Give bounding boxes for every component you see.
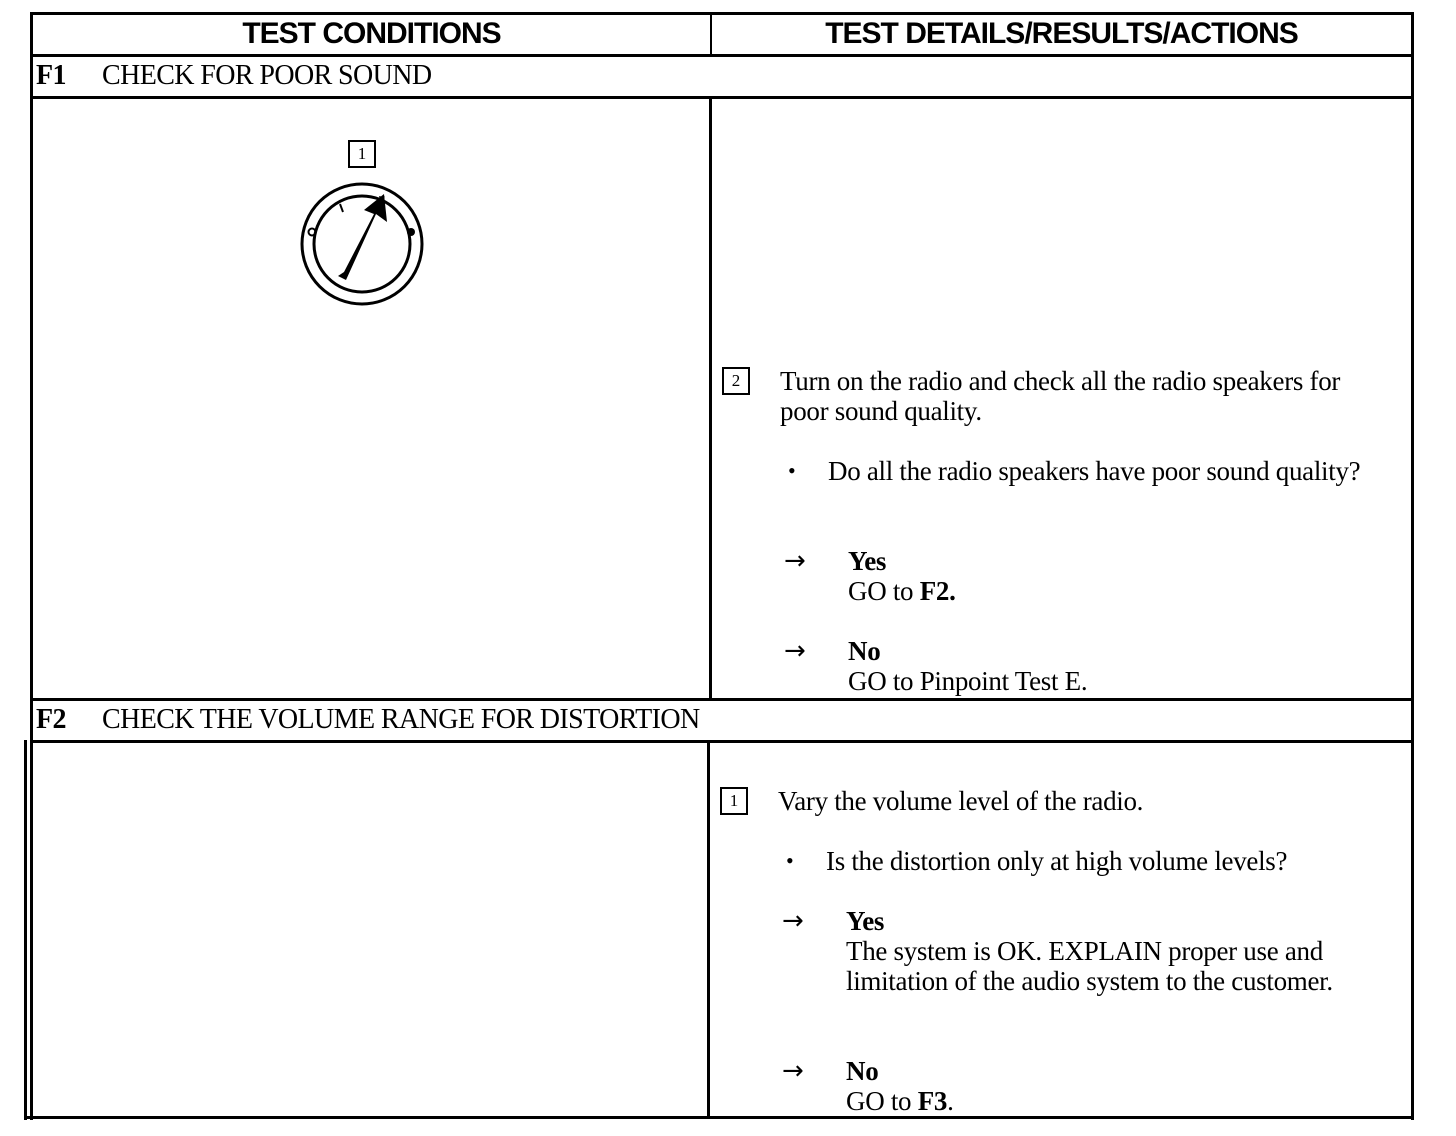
f1-instruction: Turn on the radio and check all the radio speakers for poor sound quality. xyxy=(780,366,1341,426)
table-border-left xyxy=(30,12,33,1120)
f1-no-action: GO to Pinpoint Test E. xyxy=(848,666,1088,696)
f1-question: Do all the radio speakers have poor sound quality? xyxy=(828,456,1361,486)
f1-illustration-step-box: 1 xyxy=(348,140,376,168)
f2-no-action xyxy=(846,1086,954,1116)
f2-title-bottom-divider xyxy=(30,740,1414,743)
f2-no-label: No xyxy=(846,1056,879,1086)
f2-no-action-prefix: GO to xyxy=(846,1086,918,1116)
f1-title-divider xyxy=(30,96,1414,99)
table-border-bottom xyxy=(24,1116,1414,1119)
f2-bullet-icon: • xyxy=(786,848,794,873)
f1-yes-arrow-icon: → xyxy=(784,546,806,576)
f2-step-box: 1 xyxy=(720,787,748,815)
f1-section-id: F1 xyxy=(36,60,66,91)
f1-no-label: No xyxy=(848,636,881,666)
table-border-right xyxy=(1411,12,1414,1120)
f1-yes-label: Yes xyxy=(848,546,887,576)
f2-title-top-divider xyxy=(30,698,1414,701)
f2-section-id: F2 xyxy=(36,704,66,735)
f1-step-box: 2 xyxy=(722,367,750,395)
f1-bullet-icon: • xyxy=(788,458,796,483)
f2-left-edge xyxy=(24,740,27,1120)
f2-no-action-ref: F3 xyxy=(917,1086,948,1116)
f2-yes-action: The system is OK. EXPLAIN proper use and limitation of the audio system to the customer. xyxy=(846,936,1333,996)
ignition-key-switch-icon xyxy=(298,180,426,308)
f2-question: Is the distortion only at high volume levels? xyxy=(826,846,1288,876)
header-test-details: TEST DETAILS/RESULTS/ACTIONS xyxy=(825,17,1298,50)
f2-section-title xyxy=(36,704,700,736)
f1-column-divider xyxy=(709,96,712,700)
f1-section-name: CHECK FOR POOR SOUND xyxy=(102,60,432,91)
f1-section-title xyxy=(36,60,432,92)
f2-column-divider xyxy=(707,740,710,1118)
f2-yes-label: Yes xyxy=(846,906,885,936)
f1-no-arrow-icon: → xyxy=(784,636,806,666)
f2-no-action-suffix: . xyxy=(947,1086,954,1116)
f1-yes-action-prefix: GO to xyxy=(848,576,920,606)
f1-yes-action xyxy=(848,576,956,606)
f2-instruction: Vary the volume level of the radio. xyxy=(778,786,1144,816)
f1-yes-action-ref: F2 xyxy=(919,576,950,606)
header-test-conditions: TEST CONDITIONS xyxy=(242,17,501,50)
header-divider xyxy=(30,54,1414,57)
f2-section-name: CHECK THE VOLUME RANGE FOR DISTORTION xyxy=(102,704,700,735)
f2-yes-arrow-icon: → xyxy=(782,906,804,936)
f2-no-arrow-icon: → xyxy=(782,1056,804,1086)
f1-yes-action-suffix: . xyxy=(949,576,956,606)
